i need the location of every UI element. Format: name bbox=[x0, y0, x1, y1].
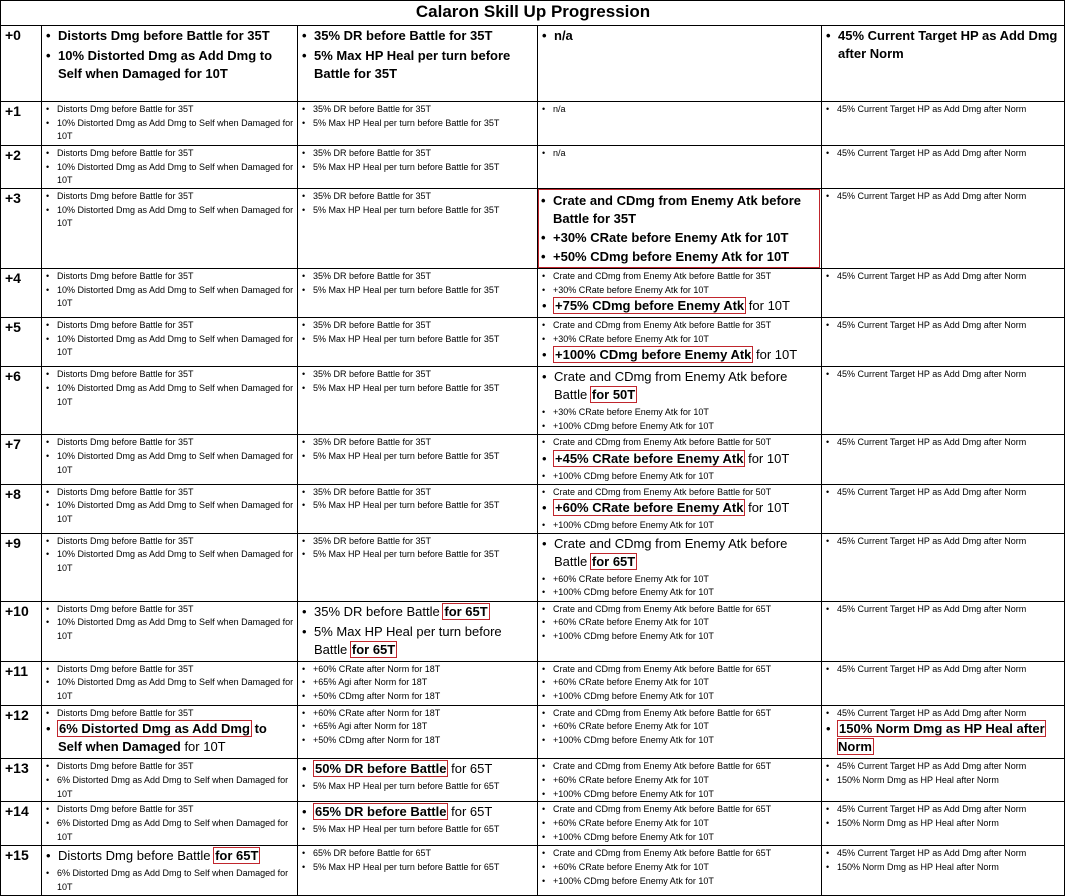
list-item bbox=[46, 720, 294, 756]
list-item: • +60% CRate before Enemy Atk for 10T bbox=[542, 573, 818, 587]
cell bbox=[538, 601, 822, 661]
list-item: • 45% Current Target HP as Add Dmg after Norm bbox=[826, 847, 1061, 861]
list-item: • +50% CDmg after Norm for 18T bbox=[302, 734, 534, 748]
list-item: • Distorts Dmg before Battle for 35T bbox=[46, 803, 294, 817]
cell bbox=[822, 601, 1065, 661]
list-item bbox=[542, 499, 818, 517]
list-item: • 45% Current Target HP as Add Dmg after Norm bbox=[826, 803, 1061, 817]
text: for 65T bbox=[451, 804, 493, 820]
list-item: • +100% CDmg before Enemy Atk for 10T bbox=[542, 630, 818, 644]
table-row bbox=[1, 367, 1065, 435]
list-item: • Distorts Dmg before Battle for 35T bbox=[46, 147, 294, 161]
cell bbox=[822, 189, 1065, 269]
cell bbox=[42, 661, 298, 705]
list-item: • Distorts Dmg before Battle for 35T bbox=[46, 103, 294, 117]
list-item: • Distorts Dmg before Battle for 35T bbox=[46, 663, 294, 677]
table-row bbox=[1, 26, 1065, 102]
list-item: • 5% Max HP Heal per turn before Battle for 35T bbox=[302, 117, 534, 131]
list-item: • +50% CDmg before Enemy Atk for 10T bbox=[541, 248, 817, 266]
highlight-box bbox=[538, 189, 820, 268]
cell bbox=[42, 705, 298, 759]
list-item: • 5% Max HP Heal per turn before Battle for 35T bbox=[302, 284, 534, 298]
list-item: • Crate and CDmg from Enemy Atk before Battle for 65T bbox=[542, 603, 818, 617]
cell bbox=[538, 759, 822, 802]
list-item: • Distorts Dmg before Battle for 35T bbox=[46, 27, 294, 45]
cell bbox=[822, 533, 1065, 601]
cell bbox=[42, 533, 298, 601]
list-item bbox=[542, 535, 818, 571]
cell bbox=[822, 759, 1065, 802]
table-row bbox=[1, 269, 1065, 318]
cell bbox=[42, 802, 298, 846]
list-item: • Distorts Dmg before Battle for 35T bbox=[46, 436, 294, 450]
list-item: • +60% CRate before Enemy Atk for 10T bbox=[542, 720, 818, 734]
cell bbox=[42, 484, 298, 533]
cell bbox=[298, 759, 538, 802]
list-item: • +60% CRate before Enemy Atk for 10T bbox=[542, 817, 818, 831]
cell bbox=[538, 846, 822, 895]
list-item bbox=[826, 720, 1061, 756]
cell bbox=[298, 846, 538, 895]
list-item: • Crate and CDmg from Enemy Atk before Battle for 35T bbox=[541, 192, 817, 228]
list-item: • Distorts Dmg before Battle for 35T bbox=[46, 760, 294, 774]
cell bbox=[538, 269, 822, 318]
list-item: • +100% CDmg before Enemy Atk for 10T bbox=[542, 875, 818, 889]
table-row bbox=[1, 102, 1065, 146]
list-item bbox=[542, 450, 818, 468]
list-item: • 35% DR before Battle for 35T bbox=[302, 368, 534, 382]
list-item: • 10% Distorted Dmg as Add Dmg to Self when Damaged for 10T bbox=[46, 450, 294, 477]
list-item: • 6% Distorted Dmg as Add Dmg to Self when Damaged for 10T bbox=[46, 774, 294, 801]
level-label: +14 bbox=[1, 802, 42, 846]
cell bbox=[538, 435, 822, 484]
cell bbox=[298, 102, 538, 146]
list-item: • 10% Distorted Dmg as Add Dmg to Self when Damaged for 10T bbox=[46, 47, 294, 83]
list-item: • Crate and CDmg from Enemy Atk before Battle for 65T bbox=[542, 760, 818, 774]
page-title: Calaron Skill Up Progression bbox=[1, 1, 1065, 26]
list-item: • +100% CDmg before Enemy Atk for 10T bbox=[542, 470, 818, 484]
cell bbox=[298, 601, 538, 661]
list-item: • +100% CDmg before Enemy Atk for 10T bbox=[542, 586, 818, 600]
list-item bbox=[302, 603, 534, 621]
list-item: • 10% Distorted Dmg as Add Dmg to Self when Damaged for 10T bbox=[46, 161, 294, 188]
list-item: • 10% Distorted Dmg as Add Dmg to Self when Damaged for 10T bbox=[46, 499, 294, 526]
cell bbox=[538, 484, 822, 533]
highlight: +100% CDmg before Enemy Atk bbox=[555, 347, 752, 363]
list-item: • +50% CDmg after Norm for 18T bbox=[302, 690, 534, 704]
list-item bbox=[302, 760, 534, 778]
cell bbox=[298, 146, 538, 189]
list-item: • Distorts Dmg before Battle for 35T bbox=[46, 535, 294, 549]
table-row bbox=[1, 705, 1065, 759]
cell bbox=[538, 661, 822, 705]
text: to bbox=[254, 721, 267, 737]
table-row bbox=[1, 759, 1065, 802]
table-row bbox=[1, 601, 1065, 661]
list-item: • 5% Max HP Heal per turn before Battle for 35T bbox=[302, 450, 534, 464]
list-item: • 45% Current Target HP as Add Dmg after Norm bbox=[826, 663, 1061, 677]
list-item: • Distorts Dmg before Battle for 35T bbox=[46, 368, 294, 382]
cell bbox=[822, 705, 1065, 759]
list-item: • 5% Max HP Heal per turn before Battle for 65T bbox=[302, 861, 534, 875]
list-item: • Distorts Dmg before Battle for 35T bbox=[46, 319, 294, 333]
cell bbox=[42, 846, 298, 895]
list-item: • +30% CRate before Enemy Atk for 10T bbox=[542, 333, 818, 347]
text: for 10T bbox=[748, 298, 790, 314]
level-label: +10 bbox=[1, 601, 42, 661]
list-item: • 65% DR before Battle for 65T bbox=[302, 847, 534, 861]
highlight: for 65T bbox=[351, 641, 396, 657]
cell bbox=[538, 26, 822, 102]
cell bbox=[822, 435, 1065, 484]
list-item: • +65% Agi after Norm for 18T bbox=[302, 720, 534, 734]
list-item: • Distorts Dmg before Battle for 35T bbox=[46, 190, 294, 204]
table-row bbox=[1, 435, 1065, 484]
list-item: • 5% Max HP Heal per turn before Battle for 35T bbox=[302, 47, 534, 83]
text: for 10T bbox=[748, 500, 790, 516]
text: Self when Damaged bbox=[58, 739, 181, 755]
list-item: • 35% DR before Battle for 35T bbox=[302, 190, 534, 204]
list-item: • 45% Current Target HP as Add Dmg after Norm bbox=[826, 368, 1061, 382]
cell bbox=[42, 269, 298, 318]
list-item: • +60% CRate before Enemy Atk for 10T bbox=[542, 774, 818, 788]
highlight: for 65T bbox=[591, 553, 636, 569]
level-label: +7 bbox=[1, 435, 42, 484]
list-item: • 150% Norm Dmg as HP Heal after Norm bbox=[826, 861, 1061, 875]
list-item: • +60% CRate after Norm for 18T bbox=[302, 663, 534, 677]
cell bbox=[298, 705, 538, 759]
list-item: • 45% Current Target HP as Add Dmg after Norm bbox=[826, 603, 1061, 617]
cell bbox=[298, 435, 538, 484]
list-item: • +30% CRate before Enemy Atk for 10T bbox=[541, 229, 817, 247]
cell bbox=[298, 802, 538, 846]
highlight: 6% Distorted Dmg as Add Dmg bbox=[59, 721, 250, 737]
list-item: • 35% DR before Battle for 35T bbox=[302, 147, 534, 161]
list-item: • 10% Distorted Dmg as Add Dmg to Self when Damaged for 10T bbox=[46, 676, 294, 703]
cell bbox=[822, 802, 1065, 846]
cell bbox=[298, 269, 538, 318]
cell bbox=[42, 601, 298, 661]
list-item: • 45% Current Target HP as Add Dmg after Norm bbox=[826, 436, 1061, 450]
text: Crate and CDmg from Enemy Atk before Battle bbox=[554, 369, 788, 403]
list-item: • 35% DR before Battle for 35T bbox=[302, 535, 534, 549]
list-item: • n/a bbox=[542, 27, 818, 45]
list-item: • +65% Agi after Norm for 18T bbox=[302, 676, 534, 690]
text: 35% DR before Battle bbox=[314, 603, 440, 619]
cell bbox=[538, 146, 822, 189]
cell bbox=[42, 26, 298, 102]
text: for 65T bbox=[451, 761, 493, 777]
cell bbox=[822, 26, 1065, 102]
list-item: • +100% CDmg before Enemy Atk for 10T bbox=[542, 734, 818, 748]
cell bbox=[822, 102, 1065, 146]
highlight: for 65T bbox=[444, 603, 488, 619]
list-item: • Crate and CDmg from Enemy Atk before Battle for 50T bbox=[542, 436, 818, 450]
list-item: • 45% Current Target HP as Add Dmg after Norm bbox=[826, 190, 1061, 204]
cell bbox=[42, 146, 298, 189]
list-item: • 35% DR before Battle for 35T bbox=[302, 319, 534, 333]
list-item: • 5% Max HP Heal per turn before Battle for 35T bbox=[302, 204, 534, 218]
list-item: • Crate and CDmg from Enemy Atk before Battle for 35T bbox=[542, 270, 818, 284]
cell bbox=[42, 367, 298, 435]
text: 5% Max HP Heal per turn before Battle bbox=[314, 623, 502, 657]
list-item: • 45% Current Target HP as Add Dmg after Norm bbox=[826, 760, 1061, 774]
level-label: +3 bbox=[1, 189, 42, 269]
list-item: • 35% DR before Battle for 35T bbox=[302, 27, 534, 45]
list-item: • 10% Distorted Dmg as Add Dmg to Self when Damaged for 10T bbox=[46, 204, 294, 231]
list-item: • 10% Distorted Dmg as Add Dmg to Self when Damaged for 10T bbox=[46, 382, 294, 409]
cell bbox=[538, 102, 822, 146]
list-item: • 45% Current Target HP as Add Dmg after Norm bbox=[826, 319, 1061, 333]
cell bbox=[822, 146, 1065, 189]
text: for 10T bbox=[184, 739, 226, 755]
list-item: • +60% CRate before Enemy Atk for 10T bbox=[542, 616, 818, 630]
cell bbox=[822, 269, 1065, 318]
list-item: • 6% Distorted Dmg as Add Dmg to Self when Damaged for 10T bbox=[46, 817, 294, 844]
level-label: +12 bbox=[1, 705, 42, 759]
list-item: • 45% Current Target HP as Add Dmg after Norm bbox=[826, 103, 1061, 117]
level-label: +5 bbox=[1, 318, 42, 367]
list-item: • 35% DR before Battle for 35T bbox=[302, 103, 534, 117]
cell bbox=[42, 759, 298, 802]
list-item: • 5% Max HP Heal per turn before Battle for 35T bbox=[302, 548, 534, 562]
list-item bbox=[542, 368, 818, 404]
cell bbox=[42, 435, 298, 484]
list-item: • +30% CRate before Enemy Atk for 10T bbox=[542, 284, 818, 298]
list-item: • +60% CRate before Enemy Atk for 10T bbox=[542, 676, 818, 690]
cell bbox=[42, 318, 298, 367]
highlight: for 65T bbox=[215, 848, 259, 864]
level-label: +11 bbox=[1, 661, 42, 705]
cell bbox=[298, 189, 538, 269]
cell bbox=[42, 102, 298, 146]
list-item: • 6% Distorted Dmg as Add Dmg to Self when Damaged for 10T bbox=[46, 867, 294, 894]
table-row bbox=[1, 661, 1065, 705]
list-item: • +100% CDmg before Enemy Atk for 10T bbox=[542, 690, 818, 704]
list-item: • n/a bbox=[542, 103, 818, 117]
list-item bbox=[46, 847, 294, 865]
list-item: • 10% Distorted Dmg as Add Dmg to Self when Damaged for 10T bbox=[46, 333, 294, 360]
table-row bbox=[1, 533, 1065, 601]
level-label: +6 bbox=[1, 367, 42, 435]
list-item: • 45% Current Target HP as Add Dmg after Norm bbox=[826, 27, 1061, 63]
list-item: • 150% Norm Dmg as HP Heal after Norm bbox=[826, 817, 1061, 831]
level-label: +2 bbox=[1, 146, 42, 189]
highlight: +75% CDmg before Enemy Atk bbox=[555, 298, 745, 314]
list-item: • 45% Current Target HP as Add Dmg after Norm bbox=[826, 707, 1061, 721]
table-row bbox=[1, 189, 1065, 269]
cell bbox=[822, 367, 1065, 435]
highlight: 50% DR before Battle bbox=[315, 761, 447, 777]
text: Distorts Dmg before Battle bbox=[58, 848, 211, 864]
cell bbox=[298, 318, 538, 367]
list-item: • 5% Max HP Heal per turn before Battle for 35T bbox=[302, 161, 534, 175]
list-item: • 5% Max HP Heal per turn before Battle for 35T bbox=[302, 333, 534, 347]
highlight: for 50T bbox=[591, 387, 636, 403]
text: Crate and CDmg from Enemy Atk before Battle bbox=[554, 535, 788, 569]
highlight: +45% CRate before Enemy Atk bbox=[555, 450, 744, 466]
cell bbox=[538, 705, 822, 759]
list-item: • +100% CDmg before Enemy Atk for 10T bbox=[542, 420, 818, 434]
list-item: • Distorts Dmg before Battle for 35T bbox=[46, 486, 294, 500]
highlight: +60% CRate before Enemy Atk bbox=[555, 500, 744, 516]
cell bbox=[298, 661, 538, 705]
list-item: • n/a bbox=[542, 147, 818, 161]
list-item: • 35% DR before Battle for 35T bbox=[302, 486, 534, 500]
list-item: • Crate and CDmg from Enemy Atk before Battle for 65T bbox=[542, 707, 818, 721]
list-item: • 5% Max HP Heal per turn before Battle for 65T bbox=[302, 823, 534, 837]
list-item bbox=[542, 346, 818, 364]
level-label: +9 bbox=[1, 533, 42, 601]
list-item: • +100% CDmg before Enemy Atk for 10T bbox=[542, 831, 818, 845]
cell bbox=[42, 189, 298, 269]
list-item: • Crate and CDmg from Enemy Atk before Battle for 35T bbox=[542, 319, 818, 333]
cell bbox=[298, 26, 538, 102]
cell bbox=[822, 661, 1065, 705]
list-item bbox=[302, 803, 534, 821]
table-row bbox=[1, 146, 1065, 189]
level-label: +13 bbox=[1, 759, 42, 802]
highlight: 65% DR before Battle bbox=[315, 804, 447, 820]
text: for 10T bbox=[748, 450, 790, 466]
cell bbox=[298, 367, 538, 435]
list-item: • Distorts Dmg before Battle for 35T bbox=[46, 707, 294, 721]
list-item: • 10% Distorted Dmg as Add Dmg to Self when Damaged for 10T bbox=[46, 284, 294, 311]
list-item: • Distorts Dmg before Battle for 35T bbox=[46, 270, 294, 284]
level-label: +4 bbox=[1, 269, 42, 318]
table-row bbox=[1, 846, 1065, 895]
list-item: • Distorts Dmg before Battle for 35T bbox=[46, 603, 294, 617]
list-item: • 45% Current Target HP as Add Dmg after Norm bbox=[826, 147, 1061, 161]
list-item bbox=[542, 297, 818, 315]
list-item: • +60% CRate after Norm for 18T bbox=[302, 707, 534, 721]
highlight: 150% Norm Dmg as HP Heal after Norm bbox=[838, 721, 1045, 755]
cell bbox=[538, 318, 822, 367]
list-item: • 10% Distorted Dmg as Add Dmg to Self when Damaged for 10T bbox=[46, 117, 294, 144]
level-label: +15 bbox=[1, 846, 42, 895]
list-item: • 45% Current Target HP as Add Dmg after Norm bbox=[826, 486, 1061, 500]
table-row bbox=[1, 802, 1065, 846]
cell bbox=[538, 367, 822, 435]
list-item bbox=[302, 623, 534, 659]
cell bbox=[538, 189, 822, 269]
list-item: • 10% Distorted Dmg as Add Dmg to Self when Damaged for 10T bbox=[46, 548, 294, 575]
list-item: • Crate and CDmg from Enemy Atk before Battle for 65T bbox=[542, 663, 818, 677]
cell bbox=[538, 802, 822, 846]
cell bbox=[298, 533, 538, 601]
level-label: +1 bbox=[1, 102, 42, 146]
level-label: +0 bbox=[1, 26, 42, 102]
list-item: • 5% Max HP Heal per turn before Battle for 35T bbox=[302, 499, 534, 513]
list-item: • 45% Current Target HP as Add Dmg after Norm bbox=[826, 270, 1061, 284]
list-item: • 35% DR before Battle for 35T bbox=[302, 270, 534, 284]
list-item: • Crate and CDmg from Enemy Atk before Battle for 65T bbox=[542, 803, 818, 817]
list-item: • 10% Distorted Dmg as Add Dmg to Self when Damaged for 10T bbox=[46, 616, 294, 643]
cell bbox=[822, 318, 1065, 367]
title-row bbox=[1, 1, 1065, 26]
table-row bbox=[1, 484, 1065, 533]
level-label: +8 bbox=[1, 484, 42, 533]
cell bbox=[538, 533, 822, 601]
table-row bbox=[1, 318, 1065, 367]
list-item: • Crate and CDmg from Enemy Atk before Battle for 50T bbox=[542, 486, 818, 500]
list-item: • 35% DR before Battle for 35T bbox=[302, 436, 534, 450]
text: for 10T bbox=[756, 347, 798, 363]
cell bbox=[822, 484, 1065, 533]
cell bbox=[822, 846, 1065, 895]
list-item: • 45% Current Target HP as Add Dmg after Norm bbox=[826, 535, 1061, 549]
list-item: • 150% Norm Dmg as HP Heal after Norm bbox=[826, 774, 1061, 788]
list-item: • +30% CRate before Enemy Atk for 10T bbox=[542, 406, 818, 420]
list-item: • Crate and CDmg from Enemy Atk before Battle for 65T bbox=[542, 847, 818, 861]
list-item: • +60% CRate before Enemy Atk for 10T bbox=[542, 861, 818, 875]
cell bbox=[298, 484, 538, 533]
list-item: • +100% CDmg before Enemy Atk for 10T bbox=[542, 519, 818, 533]
list-item: • 5% Max HP Heal per turn before Battle for 65T bbox=[302, 780, 534, 794]
list-item: • 5% Max HP Heal per turn before Battle for 35T bbox=[302, 382, 534, 396]
list-item: • +100% CDmg before Enemy Atk for 10T bbox=[542, 788, 818, 802]
